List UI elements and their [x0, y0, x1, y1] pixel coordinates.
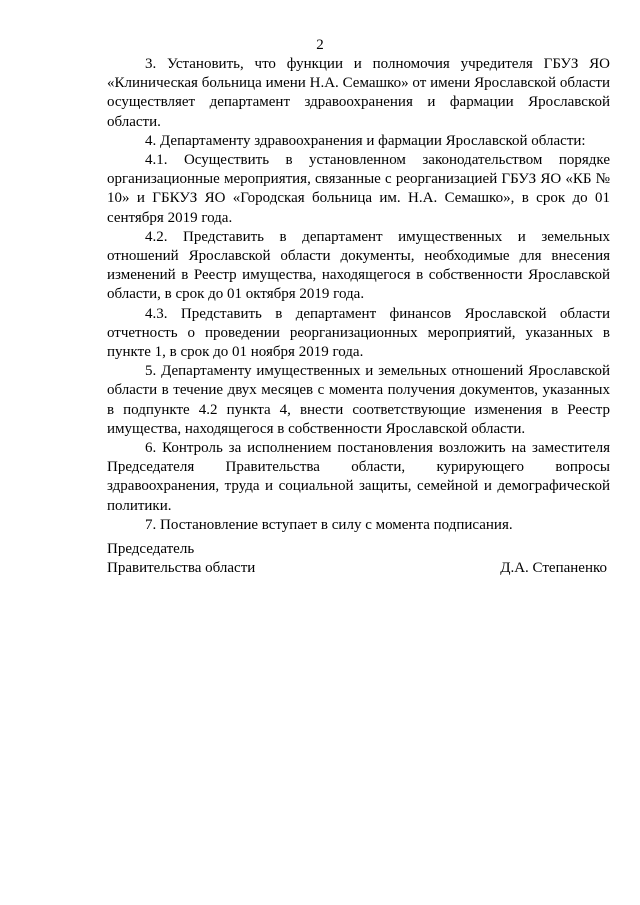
signatory-name: Д.А. Степаненко [500, 560, 607, 576]
document-body [107, 55, 610, 535]
paragraph-4-2: 4.2. Представить в департамент имущественных и земельных отношений Ярославской области документы, необходимые для внесения изменений в Реестр имущества, находящегося в собственности Ярославской области, в срок до 01 октября 2019 года. [107, 228, 610, 303]
signatory-title-line2: Правительства области [107, 560, 256, 576]
page-number: 2 [316, 37, 324, 53]
signature-block [107, 540, 607, 578]
paragraph-3: 3. Установить, что функции и полномочия учредителя ГБУЗ ЯО «Клиническая больница имени Н.А. Семашко» от имени Ярославской области осуществляет департамент здравоохранения и фармации Ярославской области. [107, 56, 610, 130]
paragraph-6: 6. Контроль за исполнением постановления возложить на заместителя Председателя Правительства области, курирующего вопросы здравоохранения, труда и социальной защиты, семейной и демографической политики. [107, 440, 610, 514]
paragraph-4-3: 4.3. Представить в департамент финансов Ярославской области отчетность о проведении реорганизационных мероприятий, указанных в пункте 1, в срок до 01 ноября 2019 года. [107, 305, 610, 361]
signature-row [107, 559, 607, 578]
paragraph-7: 7. Постановление вступает в силу с момента подписания. [145, 516, 513, 533]
paragraph-5: 5. Департаменту имущественных и земельных отношений Ярославской области в течение двух месяцев с момента получения документов, указанных в подпункте 4.2 пункта 4, внести соответствующие изменения в Реестр имущества, находящегося в собственности Ярославской области. [107, 363, 610, 437]
paragraph-4: 4. Департаменту здравоохранения и фармации Ярославской области: [145, 132, 586, 149]
signatory-title-line1: Председатель [107, 541, 195, 557]
paragraph-4-1: 4.1. Осуществить в установленном законодательством порядке организационные мероприятия, связанные с реорганизацией ГБУЗ ЯО «КБ № 10» и ГБКУЗ ЯО «Городская больница им. Н.А. Семашко», в срок до 01 сентября 2019 года. [107, 152, 610, 226]
